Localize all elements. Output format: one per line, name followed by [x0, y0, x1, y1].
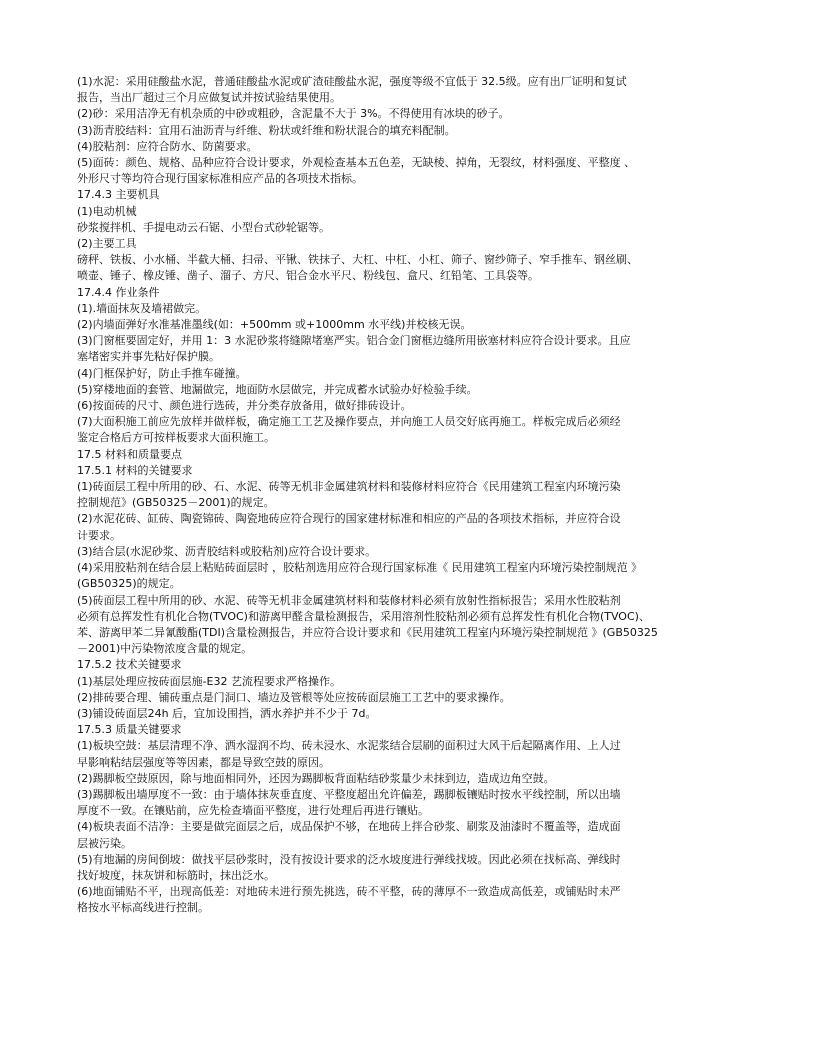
text-line: (3)铺设砖面层24h 后，宜加设围挡，洒水养护并不少于 7d。 [77, 706, 377, 720]
text-line: (5)面砖：颜色、规格、品种应符合设计要求，外观检查基本五色差，无缺棱、掉角，无裂纹，材料强度、平整度 、 [77, 156, 636, 170]
text-line: (6)按面砖的尺寸、颜色进行选砖，并分类存放备用，做好排砖设计。 [77, 399, 412, 413]
text-line: (1)板块空鼓：基层清理不净、洒水湿润不均、砖未浸水、水泥浆结合层刷的面积过大风干后起隔离作用、上人过 [77, 739, 621, 753]
text-line: 找好坡度，抹灰饼和标筋时，抹出泛水。 [77, 868, 275, 882]
text-line: 层被污染。 [77, 836, 132, 850]
text-line: (3)踢脚板出墙厚度不一致：由于墙体抹灰垂直度、平整度超出允许偏差，踢脚板镶贴时按水平线控制，所以出墙 [77, 787, 621, 801]
text-line: 报告，当出厂超过三个月应做复试并按试验结果使用。 [77, 91, 341, 105]
text-line: (3)结合层(水泥砂浆、沥青胶结料或胶粘剂)应符合设计要求。 [77, 544, 377, 558]
text-line: (2)砂：采用洁净无有机杂质的中砂或粗砂，含泥量不大于 3%。不得使用有冰块的砂子。 [77, 107, 510, 121]
text-line: 17.5.3 质量关键要求 [77, 723, 182, 737]
text-line: (3)门窗框要固定好，并用 1：3 水泥砂浆将缝隙堵塞严实。铝合金门窗框边缝所用嵌塞材料应符合设计要求。且应 [77, 334, 631, 348]
text-line: (5)砖面层工程中所用的砂、水泥、砖等无机非金属建筑材料和装修材料必须有放射性指标报告；采用水性胶粘剂 [77, 593, 621, 607]
text-line: (GB50325)的规定。 [77, 577, 181, 591]
text-line: 格按水平标高线进行控制。 [77, 901, 209, 915]
text-line: 磅秤、铁板、小水桶、半截大桶、扫帚、平锹、铁抹子、大杠、中杠、小杠、筛子、窗纱筛子、窄手推车、钢丝刷、 [77, 253, 638, 267]
text-line: (2)主要工具 [77, 237, 137, 251]
text-line: (7)大面积施工前应先放样并做样板，确定施工工艺及操作要点，并向施工人员交好底再施工。样板完成后必须经 [77, 415, 621, 429]
text-line: (2)排砖要合理、铺砖重点是门洞口、墙边及管根等处应按砖面层施工工艺中的要求操作。 [77, 690, 511, 704]
text-line: 苯、游离甲苯二异氰酸酯(TDI)含量检测报告，并应符合设计要求和《民用建筑工程室内环境污染控制规范 》(GB50325 [77, 625, 658, 639]
text-line: (4)采用胶粘剂在结合层上粘贴砖面层时 ，胶粘剂选用应符合现行国家标准《 民用建筑工程室内环境污染控制规范 》 [77, 561, 643, 575]
text-line: 17.5 材料和质量要点 [77, 447, 182, 461]
text-line: (2)内墙面弹好水准基准墨线(如：+500mm 或+1000mm 水平线)并校核无误。 [77, 318, 472, 332]
text-line: (1)电动机械 [77, 204, 137, 218]
text-line: －2001)中污染物浓度含量的规定。 [77, 642, 253, 656]
text-line: 控制规范》(GB50325－2001)的规定。 [77, 496, 275, 510]
text-line: (2)水泥花砖、缸砖、陶瓷锦砖、陶瓷地砖应符合现行的国家建材标准和相应的产品的各项技术指标，并应符合设 [77, 512, 621, 526]
text-line: 鉴定合格后方可按样板要求大面积施工。 [77, 431, 275, 445]
text-line: (6)地面铺贴不平，出现高低差：对地砖未进行预先挑选，砖不平整，砖的薄厚不一致造成高低差，或铺贴时未严 [77, 885, 621, 899]
text-line: 塞堵密实并事先粘好保护膜。 [77, 350, 220, 364]
text-line: (5)有地漏的房间倒坡：做找平层砂浆时，没有按设计要求的泛水坡度进行弹线找坡。因此必须在找标高、弹线时 [77, 852, 621, 866]
text-line: (1).墙面抹灰及墙裙做完。 [77, 301, 207, 315]
text-line: (1)砖面层工程中所用的砂、石、水泥、砖等无机非金属建筑材料和装修材料应符合《民用建筑工程室内环境污染 [77, 480, 621, 494]
text-line: (4)胶粘剂：应符合防水、防菌要求。 [77, 139, 258, 153]
text-line: 17.5.2 技术关键要求 [77, 658, 182, 672]
text-line: 外形尺寸等均符合现行国家标准相应产品的各项技术指标。 [77, 172, 363, 186]
text-line: 17.4.4 作业条件 [77, 285, 160, 299]
text-line: 计要求。 [77, 528, 121, 542]
text-line: (1)基层处理应按砖面层施-E32 艺流程要求严格操作。 [77, 674, 341, 688]
text-line: (1)水泥：采用硅酸盐水泥，普通硅酸盐水泥或矿渣硅酸盐水泥，强度等级不宜低于 32.5级。应有出厂证明和复试 [77, 75, 627, 88]
text-line: 喷壶、锤子、橡皮锤、凿子、溜子、方尺、铝合金水平尺、粉线包、盒尺、红铅笔、工具袋等。 [77, 269, 539, 283]
text-line: 砂浆搅拌机、手提电动云石锯、小型台式砂轮锯等。 [77, 220, 330, 234]
text-line: 厚度不一致。在镶贴前，应先检查墙面平整度，进行处理后再进行镶贴。 [77, 804, 429, 818]
text-line: 必须有总挥发性有机化合物(TVOC)和游离甲醛含量检测报告，采用溶剂性胶粘剂必须有总挥发性有机化合物(TVOC)、 [77, 609, 650, 623]
text-line: (5)穿楼地面的套管、地漏做完，地面防水层做完，并完成蓄水试验办好检验手续。 [77, 382, 478, 396]
text-line: (3)沥青胶结料：宜用石油沥青与纤维、粉状或纤维和粉状混合的填充料配制。 [77, 123, 456, 137]
text-line: (2)踢脚板空鼓原因，除与地面相同外，还因为踢脚板背面粘结砂浆量少未抹到边，造成边角空鼓。 [77, 771, 555, 785]
text-line: (4)门框保护好，防止手推车碰撞。 [77, 366, 247, 380]
text-line: (4)板块表面不洁净：主要是做完面层之后，成品保护不够，在地砖上拌合砂浆、刷浆及油漆时不覆盖等，造成面 [77, 820, 621, 834]
document-body [77, 74, 760, 917]
text-line: 17.4.3 主要机具 [77, 188, 160, 202]
text-line: 早影响粘结层强度等等因素，都是导致空鼓的原因。 [77, 755, 330, 769]
text-line: 17.5.1 材料的关键要求 [77, 463, 193, 477]
